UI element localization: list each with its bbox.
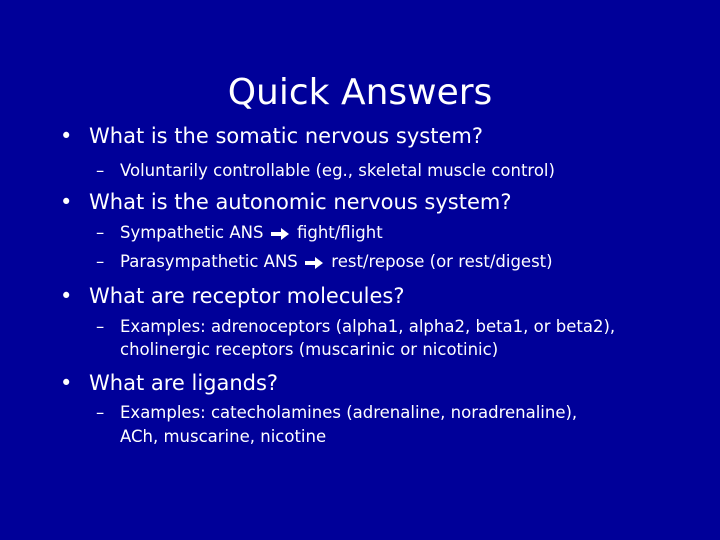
answer-text: Voluntarily controllable (eg., skeletal muscle control) [120,161,555,180]
dash-icon: – [96,403,105,422]
dash-icon: – [96,161,105,180]
question-text: What are receptor molecules? [89,284,405,308]
answer-text-line-1: Examples: catecholamines (adrenaline, noradrenaline), [120,403,578,422]
answer-text-line-2: ACh, muscarine, nicotine [120,427,327,446]
question-text: What are ligands? [89,371,279,395]
answer-term: Parasympathetic ANS [120,252,298,271]
answer-text-line-2: cholinergic receptors (muscarinic or nicotinic) [120,340,499,359]
dash-icon: – [96,317,105,336]
slide-title: Quick Answers [227,72,493,113]
bullet-icon: • [60,371,73,395]
answer-description: rest/repose (or rest/digest) [331,252,553,271]
right-arrow-icon [304,256,324,270]
question-text: What is the autonomic nervous system? [89,190,512,214]
answer-term: Sympathetic ANS [120,223,264,242]
right-arrow-icon [270,227,290,241]
answer-text-line-1: Examples: adrenoceptors (alpha1, alpha2, beta1, or beta2), [120,317,616,336]
bullet-icon: • [60,190,73,214]
bullet-icon: • [60,284,73,308]
answer-text-wrap [120,222,383,244]
question-text: What is the somatic nervous system? [89,124,483,148]
dash-icon: – [96,223,105,242]
answer-text-wrap [120,251,553,273]
dash-icon: – [96,252,105,271]
bullet-icon: • [60,124,73,148]
answer-description: fight/flight [296,223,383,242]
